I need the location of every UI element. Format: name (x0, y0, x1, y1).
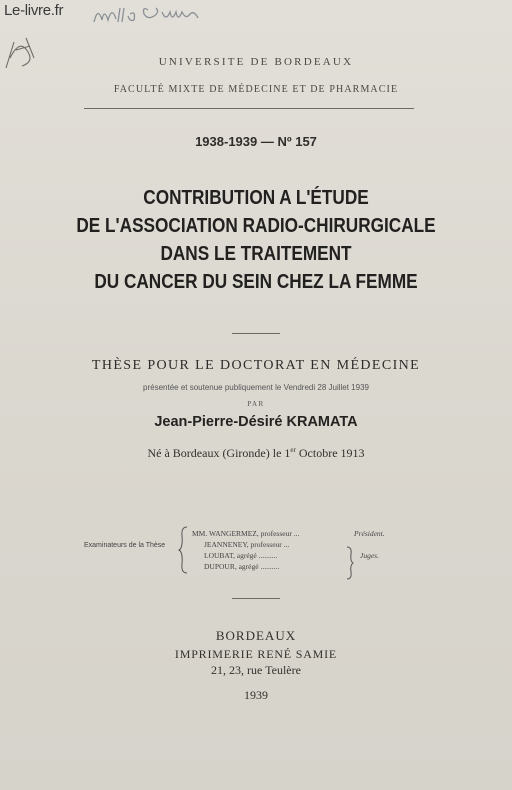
divider (232, 333, 280, 334)
handwritten-note (90, 0, 210, 30)
jury-role: Juges. (360, 551, 379, 560)
faculty-name: FACULTÉ MIXTE DE MÉDECINE ET DE PHARMACIE (113, 84, 399, 95)
university-name: UNIVERSITE DE BORDEAUX (158, 56, 354, 68)
printer-address: 21, 23, rue Teulère (211, 663, 301, 677)
jury-member: MM. WANGERMEZ, professeur ... (192, 529, 300, 538)
divider (84, 108, 414, 109)
year-number: 1938-1939 — Nº 157 (195, 134, 317, 149)
jury-brace (178, 526, 188, 574)
birth-suffix: Octobre 1913 (295, 446, 365, 460)
jury-row (192, 528, 422, 539)
divider (232, 598, 280, 599)
by-label: PAR (247, 400, 265, 408)
jury-member: LOUBAT, agrégé .......... (204, 551, 278, 560)
author-name: Jean-Pierre-Désiré KRAMATA (154, 414, 358, 430)
jury-member: DUPOUR, agrégé .......... (204, 562, 280, 571)
birth-info (0, 446, 512, 461)
thesis-title (36, 184, 476, 296)
birth-sup: er (290, 446, 296, 454)
jury-row (192, 550, 422, 561)
pencil-mark (0, 28, 48, 76)
jury-row (192, 539, 422, 550)
printer-name: IMPRIMERIE RENÉ SAMIE (174, 647, 338, 661)
title-line: DU CANCER DU SEIN CHEZ LA FEMME (94, 271, 418, 293)
jury-row (192, 561, 422, 572)
jury-list (192, 528, 422, 572)
birth-prefix: Né à Bordeaux (Gironde) le 1 (147, 446, 291, 460)
title-line: DANS LE TRAITEMENT (160, 243, 352, 265)
title-line: CONTRIBUTION A L'ÉTUDE (143, 187, 369, 209)
watermark: Le-livre.fr (4, 2, 64, 19)
publisher-city: BORDEAUX (215, 628, 297, 643)
jury-role: Président. (354, 529, 385, 538)
title-line: DE L'ASSOCIATION RADIO-CHIRURGICALE (76, 215, 436, 237)
defense-date: présentée et soutenue publiquement le Vendredi 28 Juillet 1939 (143, 383, 369, 392)
publication-year: 1939 (244, 688, 268, 702)
degree-line: THÈSE POUR LE DOCTORAT EN MÉDECINE (91, 358, 421, 373)
judges-brace (346, 546, 354, 580)
jury-label: Examinateurs de la Thèse (84, 542, 166, 549)
jury-member: JEANNENEY, professeur ... (204, 540, 290, 549)
